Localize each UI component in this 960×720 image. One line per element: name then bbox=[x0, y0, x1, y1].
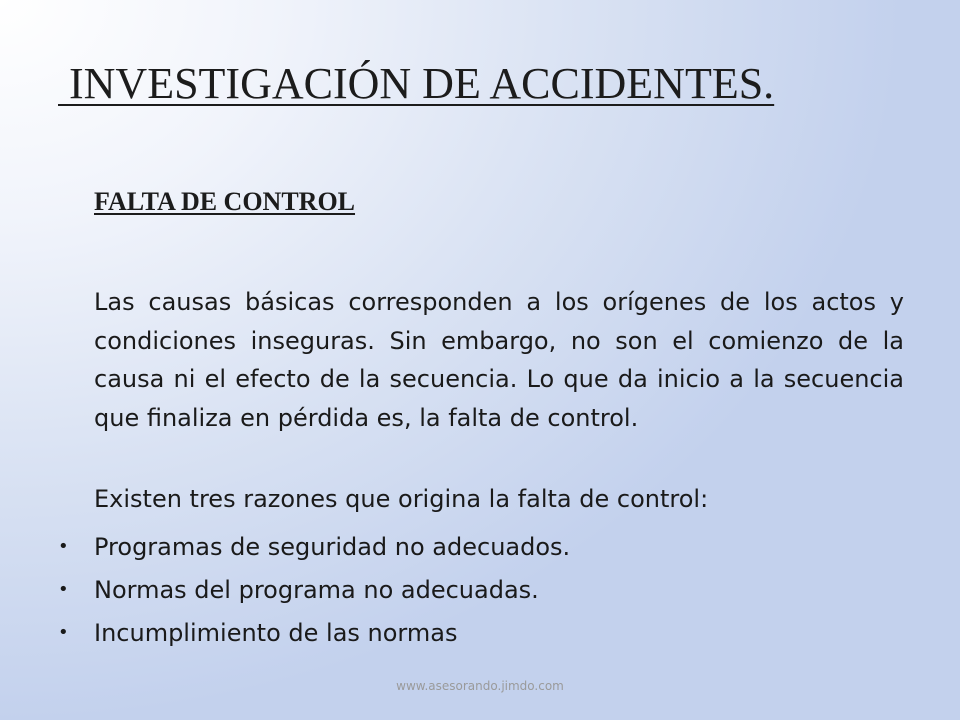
slide-title: INVESTIGACIÓN DE ACCIDENTES. bbox=[58, 59, 775, 108]
list-item-text: Normas del programa no adecuadas. bbox=[94, 576, 539, 604]
bullet-icon: • bbox=[58, 536, 69, 557]
section-heading: FALTA DE CONTROL bbox=[94, 187, 356, 216]
body-paragraph: Las causas básicas corresponden a los orígenes de los actos y condiciones inseguras. Sin embargo, no son el comienzo de la causa ni el efecto de la secuencia. Lo que da inicio a la secuencia que finaliza en pérdida es, la falta de control. bbox=[94, 288, 904, 432]
bullet-icon: • bbox=[58, 579, 69, 600]
list-item-text: Programas de seguridad no adecuados. bbox=[94, 533, 571, 561]
list-intro: Existen tres razones que origina la falta de control: bbox=[94, 485, 709, 513]
footer-url: www.asesorando.jimdo.com bbox=[396, 679, 564, 693]
list-item-text: Incumplimiento de las normas bbox=[94, 619, 458, 647]
bullet-icon: • bbox=[58, 622, 69, 643]
